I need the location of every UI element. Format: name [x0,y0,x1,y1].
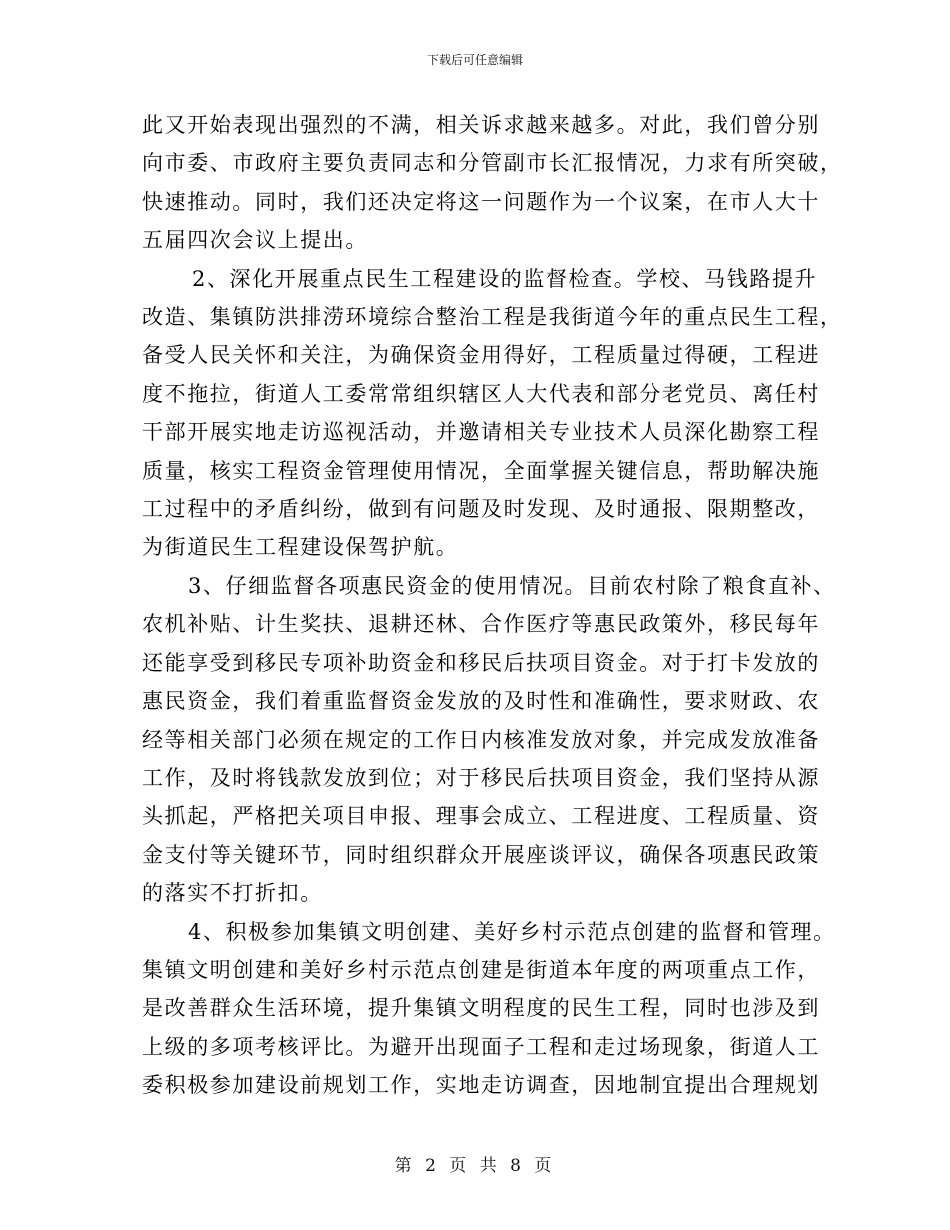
text-line: 为街道民生工程建设保驾护航。 [142,535,459,560]
text-line: 干部开展实地走访巡视活动，并邀请相关专业技术人员深化勘察工程 [142,420,820,445]
text-line: 经等相关部门必须在规定的工作日内核准发放对象，并完成发放准备 [142,727,820,752]
document-body [142,106,843,1105]
text-line: 是改善群众生活环境，提升集镇文明程度的民生工程，同时也涉及到 [142,996,820,1021]
text-line: 惠民资金，我们着重监督资金发放的及时性和准确性，要求财政、农 [142,689,820,714]
text-line: 度不拖拉，街道人工委常常组织辖区人大代表和部分老党员、离任村 [142,381,820,406]
paragraph-2 [142,260,843,567]
text-line: 质量，核实工程资金管理使用情况，全面掌握关键信息，帮助解决施 [142,458,820,483]
text-line: 向市委、市政府主要负责同志和分管副市长汇报情况，力求有所突破， [142,151,843,176]
text-line: 集镇文明创建和美好乡村示范点创建是街道本年度的两项重点工作， [142,957,820,982]
text-line-content: 4、积极参加集镇文明创建、美好乡村示范点创建的监督和管理。 [188,919,836,944]
text-line: 五届四次会议上提出。 [142,228,368,253]
page-header-note: 下载后可任意编辑 [426,53,523,67]
text-line: 的落实不打折扣。 [142,881,323,906]
text-line: 还能享受到移民专项补助资金和移民后扶项目资金。对于打卡发放的 [142,650,820,675]
text-line: 委积极参加建设前规划工作，实地走访调查，因地制宜提出合理规划 [142,1073,820,1098]
paragraph-4 [142,913,836,1105]
text-line: 此又开始表现出强烈的不满，相关诉求越来越多。对此，我们曾分别 [142,113,820,137]
text-line: 备受人民关怀和关注，为确保资金用得好，工程质量过得硬，工程进 [142,343,820,368]
text-line: 金支付等关键环节，同时组织群众开展座谈评议，确保各项惠民政策 [142,842,820,867]
text-line-first [142,567,836,605]
page-number-footer: 第 2 页 共 8 页 [394,1156,556,1176]
text-line: 快速推动。同时，我们还决定将这一问题作为一个议案，在市人大十 [142,189,820,214]
text-line-first [142,913,836,951]
text-line: 农机补贴、计生奖扶、退耕还林、合作医疗等惠民政策外，移民每年 [142,612,820,637]
text-line: 工过程中的矛盾纠纷，做到有问题及时发现、及时通报、限期整改， [142,497,820,522]
paragraph-3 [142,567,836,913]
text-line-first [142,260,818,298]
text-line-content: 3、仔细监督各项惠民资金的使用情况。目前农村除了粮食直补、 [188,573,836,598]
text-line-content: 2、深化开展重点民生工程建设的监督检查。学校、马钱路提升 [192,266,818,291]
text-line: 上级的多项考核评比。为避开出现面子工程和走过场现象，街道人工 [142,1034,820,1059]
text-line: 改造、集镇防洪排涝环境综合整治工程是我街道今年的重点民生工程， [142,305,843,330]
text-line: 头抓起，严格把关项目申报、理事会成立、工程进度、工程质量、资 [142,804,820,829]
paragraph-1 [142,106,843,260]
text-line: 工作，及时将钱款发放到位；对于移民后扶项目资金，我们坚持从源 [142,765,820,790]
